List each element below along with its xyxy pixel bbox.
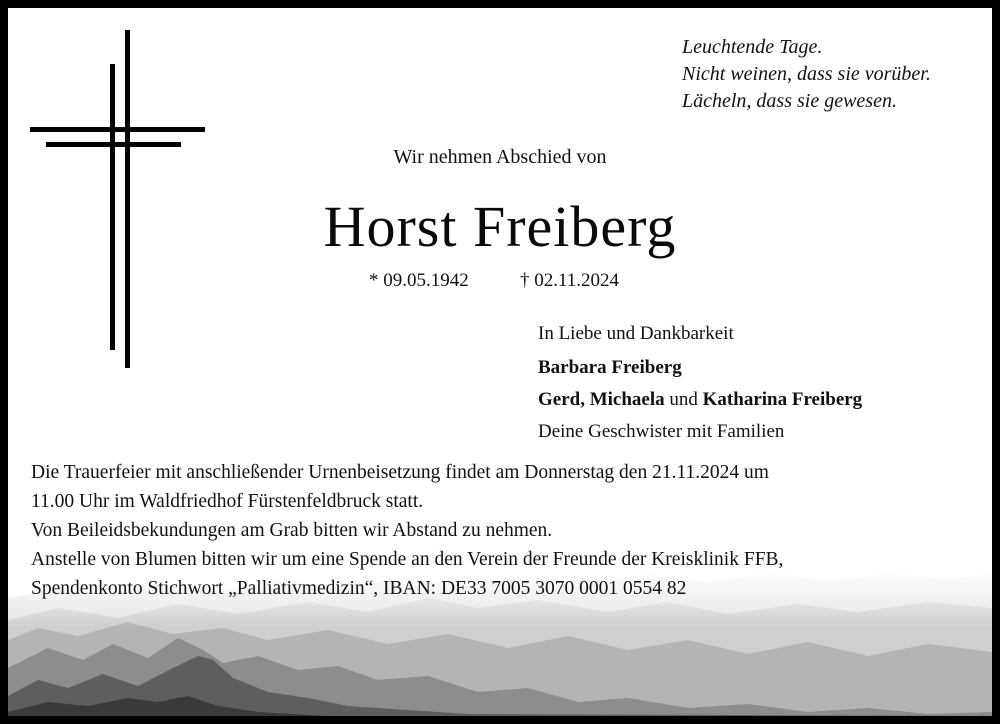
mourner-name: Barbara Freiberg [538,357,682,378]
mourner-names: Gerd, Michaela [538,389,665,410]
poem-line: Nicht weinen, dass sie vorüber. [682,63,931,85]
mourner-line: Deine Geschwister mit Familien [538,421,785,442]
details-line: Spendenkonto Stichwort „Palliativmedizin“, IBAN: DE33 7005 3070 0001 0554 82 [31,578,687,599]
farewell-intro: Wir nehmen Abschied von [393,146,607,168]
mourner-line [538,352,862,384]
mourner-name: Katharina Freiberg [702,389,863,410]
mourners-block [538,318,862,448]
conjunction: und [664,389,703,410]
poem-line: Leuchtende Tage. [682,36,823,58]
poem [682,34,931,115]
details-line: 11.00 Uhr im Waldfriedhof Fürstenfeldbruck statt. [31,491,424,512]
mourner-line [538,384,862,416]
deceased-name: Horst Freiberg [323,194,677,259]
mourners-intro: In Liebe und Dankbarkeit [538,323,734,344]
birth-date: * 09.05.1942 [369,270,469,291]
death-date: † 02.11.2024 [520,270,620,291]
details-line: Von Beileidsbekundungen am Grab bitten wir Abstand zu nehmen. [31,520,553,541]
poem-line: Lächeln, dass sie gewesen. [682,90,897,112]
details-line: Die Trauerfeier mit anschließender Urnenbeisetzung findet am Donnerstag den 21.11.2024 um [31,462,769,483]
funeral-details [31,458,783,603]
details-line: Anstelle von Blumen bitten wir um eine Spende an den Verein der Freunde der Kreisklinik FFB, [31,549,784,570]
